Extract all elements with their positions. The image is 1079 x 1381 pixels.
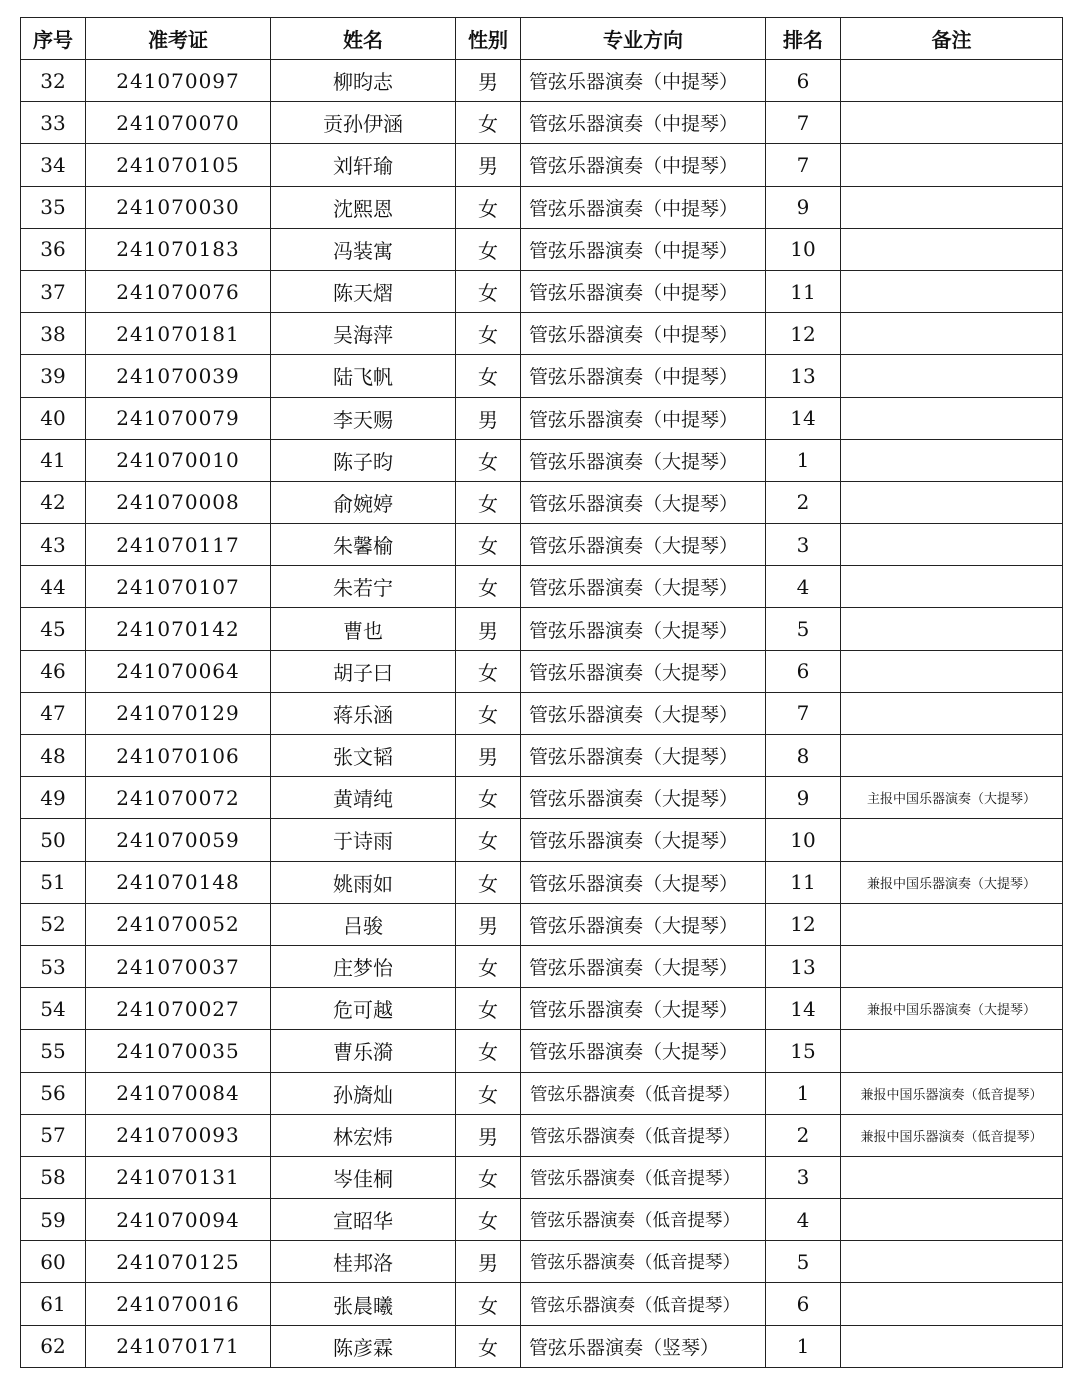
- serial-number-cell: 33: [21, 102, 86, 144]
- table-row: [21, 777, 1063, 819]
- admission-ticket-cell: 241070183: [86, 228, 271, 270]
- rank-cell: 5: [766, 608, 841, 650]
- remark-cell: [841, 355, 1063, 397]
- rank-cell: 1: [766, 1325, 841, 1367]
- table-row: [21, 1030, 1063, 1072]
- remark-cell: [841, 1199, 1063, 1241]
- admission-ticket-cell: 241070037: [86, 945, 271, 987]
- name-cell: 胡子曰: [271, 650, 456, 692]
- major-cell: 管弦乐器演奏（低音提琴）: [521, 1241, 766, 1283]
- gender-cell: 男: [456, 397, 521, 439]
- table-row: [21, 355, 1063, 397]
- admission-ticket-cell: 241070117: [86, 524, 271, 566]
- name-cell: 庄梦怡: [271, 945, 456, 987]
- rank-cell: 7: [766, 102, 841, 144]
- major-cell: 管弦乐器演奏（大提琴）: [521, 819, 766, 861]
- admission-ticket-cell: 241070016: [86, 1283, 271, 1325]
- table-row: [21, 144, 1063, 186]
- table-row: [21, 988, 1063, 1030]
- table-row: [21, 270, 1063, 312]
- gender-cell: 女: [456, 1156, 521, 1198]
- remark-cell: [841, 397, 1063, 439]
- remark-cell: 主报中国乐器演奏（大提琴）: [841, 777, 1063, 819]
- gender-cell: 男: [456, 735, 521, 777]
- remark-cell: [841, 102, 1063, 144]
- serial-number-cell: 56: [21, 1072, 86, 1114]
- serial-number-cell: 62: [21, 1325, 86, 1367]
- table-row: [21, 566, 1063, 608]
- gender-cell: 女: [456, 228, 521, 270]
- admission-ticket-cell: 241070106: [86, 735, 271, 777]
- rank-cell: 9: [766, 186, 841, 228]
- remark-cell: [841, 186, 1063, 228]
- admission-ticket-cell: 241070052: [86, 903, 271, 945]
- rank-cell: 11: [766, 270, 841, 312]
- rank-cell: 12: [766, 903, 841, 945]
- gender-cell: 男: [456, 144, 521, 186]
- serial-number-cell: 36: [21, 228, 86, 270]
- table-row: [21, 819, 1063, 861]
- name-cell: 黄靖纯: [271, 777, 456, 819]
- gender-cell: 女: [456, 439, 521, 481]
- name-cell: 曹乐漪: [271, 1030, 456, 1072]
- admission-ticket-cell: 241070107: [86, 566, 271, 608]
- table-row: [21, 60, 1063, 102]
- major-cell: 管弦乐器演奏（大提琴）: [521, 692, 766, 734]
- remark-cell: [841, 735, 1063, 777]
- admission-ticket-cell: 241070093: [86, 1114, 271, 1156]
- gender-cell: 女: [456, 524, 521, 566]
- remark-cell: [841, 524, 1063, 566]
- serial-number-cell: 43: [21, 524, 86, 566]
- name-cell: 贡孙伊涵: [271, 102, 456, 144]
- remark-cell: [841, 481, 1063, 523]
- major-cell: 管弦乐器演奏（大提琴）: [521, 650, 766, 692]
- table-row: [21, 439, 1063, 481]
- gender-cell: 女: [456, 355, 521, 397]
- serial-number-cell: 40: [21, 397, 86, 439]
- rank-cell: 3: [766, 524, 841, 566]
- remark-cell: [841, 650, 1063, 692]
- rank-cell: 13: [766, 355, 841, 397]
- serial-number-cell: 46: [21, 650, 86, 692]
- major-cell: 管弦乐器演奏（大提琴）: [521, 1030, 766, 1072]
- major-cell: 管弦乐器演奏（大提琴）: [521, 988, 766, 1030]
- table-row: [21, 102, 1063, 144]
- name-cell: 桂邦洛: [271, 1241, 456, 1283]
- gender-cell: 男: [456, 60, 521, 102]
- name-cell: 张晨曦: [271, 1283, 456, 1325]
- rank-cell: 11: [766, 861, 841, 903]
- major-cell: 管弦乐器演奏（大提琴）: [521, 481, 766, 523]
- admission-ticket-cell: 241070094: [86, 1199, 271, 1241]
- remark-cell: 兼报中国乐器演奏（低音提琴）: [841, 1072, 1063, 1114]
- rank-cell: 7: [766, 692, 841, 734]
- gender-cell: 女: [456, 566, 521, 608]
- table-row: [21, 524, 1063, 566]
- admission-ticket-cell: 241070039: [86, 355, 271, 397]
- remark-cell: [841, 1030, 1063, 1072]
- major-cell: 管弦乐器演奏（大提琴）: [521, 566, 766, 608]
- major-cell: 管弦乐器演奏（大提琴）: [521, 735, 766, 777]
- gender-cell: 女: [456, 945, 521, 987]
- table-row: [21, 481, 1063, 523]
- name-cell: 俞婉婷: [271, 481, 456, 523]
- admission-ticket-cell: 241070030: [86, 186, 271, 228]
- name-cell: 蒋乐涵: [271, 692, 456, 734]
- table-row: [21, 1199, 1063, 1241]
- remark-cell: [841, 1241, 1063, 1283]
- name-cell: 朱若宁: [271, 566, 456, 608]
- serial-number-cell: 51: [21, 861, 86, 903]
- rank-cell: 10: [766, 228, 841, 270]
- serial-number-cell: 41: [21, 439, 86, 481]
- serial-number-cell: 35: [21, 186, 86, 228]
- gender-cell: 男: [456, 903, 521, 945]
- remark-cell: [841, 945, 1063, 987]
- table-row: [21, 186, 1063, 228]
- serial-number-cell: 42: [21, 481, 86, 523]
- major-cell: 管弦乐器演奏（大提琴）: [521, 608, 766, 650]
- admission-ticket-cell: 241070027: [86, 988, 271, 1030]
- table-row: [21, 608, 1063, 650]
- major-cell: 管弦乐器演奏（低音提琴）: [521, 1283, 766, 1325]
- rank-cell: 1: [766, 439, 841, 481]
- admission-ticket-cell: 241070010: [86, 439, 271, 481]
- admission-ticket-cell: 241070148: [86, 861, 271, 903]
- name-cell: 吕骏: [271, 903, 456, 945]
- header-major: 专业方向: [521, 18, 766, 60]
- serial-number-cell: 53: [21, 945, 86, 987]
- admission-ticket-cell: 241070076: [86, 270, 271, 312]
- major-cell: 管弦乐器演奏（低音提琴）: [521, 1072, 766, 1114]
- table-row: [21, 228, 1063, 270]
- results-table: [20, 17, 1063, 1368]
- name-cell: 林宏炜: [271, 1114, 456, 1156]
- gender-cell: 女: [456, 1283, 521, 1325]
- header-remark: 备注: [841, 18, 1063, 60]
- serial-number-cell: 60: [21, 1241, 86, 1283]
- rank-cell: 12: [766, 313, 841, 355]
- table-row: [21, 313, 1063, 355]
- header-admission-ticket: 准考证: [86, 18, 271, 60]
- rank-cell: 4: [766, 1199, 841, 1241]
- admission-ticket-cell: 241070105: [86, 144, 271, 186]
- remark-cell: [841, 692, 1063, 734]
- table-body: [21, 60, 1063, 1368]
- admission-ticket-cell: 241070125: [86, 1241, 271, 1283]
- remark-cell: [841, 608, 1063, 650]
- major-cell: 管弦乐器演奏（中提琴）: [521, 228, 766, 270]
- admission-ticket-cell: 241070181: [86, 313, 271, 355]
- remark-cell: [841, 60, 1063, 102]
- rank-cell: 13: [766, 945, 841, 987]
- major-cell: 管弦乐器演奏（中提琴）: [521, 144, 766, 186]
- major-cell: 管弦乐器演奏（大提琴）: [521, 945, 766, 987]
- name-cell: 沈熙恩: [271, 186, 456, 228]
- admission-ticket-cell: 241070142: [86, 608, 271, 650]
- admission-ticket-cell: 241070079: [86, 397, 271, 439]
- major-cell: 管弦乐器演奏（中提琴）: [521, 355, 766, 397]
- serial-number-cell: 59: [21, 1199, 86, 1241]
- serial-number-cell: 39: [21, 355, 86, 397]
- gender-cell: 女: [456, 186, 521, 228]
- rank-cell: 10: [766, 819, 841, 861]
- gender-cell: 女: [456, 819, 521, 861]
- rank-cell: 2: [766, 1114, 841, 1156]
- remark-cell: [841, 270, 1063, 312]
- table-row: [21, 692, 1063, 734]
- name-cell: 危可越: [271, 988, 456, 1030]
- gender-cell: 女: [456, 692, 521, 734]
- major-cell: 管弦乐器演奏（低音提琴）: [521, 1114, 766, 1156]
- gender-cell: 女: [456, 861, 521, 903]
- table-row: [21, 861, 1063, 903]
- rank-cell: 6: [766, 60, 841, 102]
- admission-ticket-cell: 241070131: [86, 1156, 271, 1198]
- remark-cell: [841, 439, 1063, 481]
- remark-cell: 兼报中国乐器演奏（低音提琴）: [841, 1114, 1063, 1156]
- admission-ticket-cell: 241070171: [86, 1325, 271, 1367]
- rank-cell: 7: [766, 144, 841, 186]
- major-cell: 管弦乐器演奏（大提琴）: [521, 439, 766, 481]
- name-cell: 李天赐: [271, 397, 456, 439]
- table-row: [21, 1114, 1063, 1156]
- gender-cell: 女: [456, 1325, 521, 1367]
- major-cell: 管弦乐器演奏（中提琴）: [521, 270, 766, 312]
- rank-cell: 8: [766, 735, 841, 777]
- serial-number-cell: 54: [21, 988, 86, 1030]
- remark-cell: [841, 228, 1063, 270]
- major-cell: 管弦乐器演奏（低音提琴）: [521, 1199, 766, 1241]
- table-row: [21, 1283, 1063, 1325]
- major-cell: 管弦乐器演奏（中提琴）: [521, 186, 766, 228]
- remark-cell: [841, 1156, 1063, 1198]
- remark-cell: [841, 566, 1063, 608]
- rank-cell: 14: [766, 397, 841, 439]
- admission-ticket-cell: 241070035: [86, 1030, 271, 1072]
- serial-number-cell: 61: [21, 1283, 86, 1325]
- major-cell: 管弦乐器演奏（中提琴）: [521, 60, 766, 102]
- major-cell: 管弦乐器演奏（大提琴）: [521, 777, 766, 819]
- rank-cell: 1: [766, 1072, 841, 1114]
- table-row: [21, 650, 1063, 692]
- major-cell: 管弦乐器演奏（大提琴）: [521, 903, 766, 945]
- remark-cell: [841, 1283, 1063, 1325]
- rank-cell: 9: [766, 777, 841, 819]
- remark-cell: [841, 903, 1063, 945]
- major-cell: 管弦乐器演奏（竖琴）: [521, 1325, 766, 1367]
- admission-ticket-cell: 241070084: [86, 1072, 271, 1114]
- serial-number-cell: 45: [21, 608, 86, 650]
- remark-cell: [841, 144, 1063, 186]
- name-cell: 曹也: [271, 608, 456, 650]
- major-cell: 管弦乐器演奏（中提琴）: [521, 102, 766, 144]
- gender-cell: 女: [456, 1030, 521, 1072]
- table-row: [21, 1156, 1063, 1198]
- rank-cell: 5: [766, 1241, 841, 1283]
- gender-cell: 女: [456, 481, 521, 523]
- table-row: [21, 735, 1063, 777]
- name-cell: 陈子昀: [271, 439, 456, 481]
- rank-cell: 3: [766, 1156, 841, 1198]
- name-cell: 吴海萍: [271, 313, 456, 355]
- name-cell: 张文韬: [271, 735, 456, 777]
- gender-cell: 女: [456, 270, 521, 312]
- serial-number-cell: 49: [21, 777, 86, 819]
- major-cell: 管弦乐器演奏（低音提琴）: [521, 1156, 766, 1198]
- name-cell: 冯装寓: [271, 228, 456, 270]
- gender-cell: 女: [456, 313, 521, 355]
- major-cell: 管弦乐器演奏（中提琴）: [521, 397, 766, 439]
- rank-cell: 2: [766, 481, 841, 523]
- name-cell: 宣昭华: [271, 1199, 456, 1241]
- serial-number-cell: 34: [21, 144, 86, 186]
- serial-number-cell: 47: [21, 692, 86, 734]
- name-cell: 柳昀志: [271, 60, 456, 102]
- admission-ticket-cell: 241070059: [86, 819, 271, 861]
- gender-cell: 女: [456, 1199, 521, 1241]
- name-cell: 陈彦霖: [271, 1325, 456, 1367]
- header-serial-number: 序号: [21, 18, 86, 60]
- admission-ticket-cell: 241070064: [86, 650, 271, 692]
- table-row: [21, 1241, 1063, 1283]
- table-row: [21, 397, 1063, 439]
- major-cell: 管弦乐器演奏（中提琴）: [521, 313, 766, 355]
- gender-cell: 女: [456, 650, 521, 692]
- remark-cell: [841, 313, 1063, 355]
- admission-ticket-cell: 241070008: [86, 481, 271, 523]
- serial-number-cell: 57: [21, 1114, 86, 1156]
- header-gender: 性别: [456, 18, 521, 60]
- rank-cell: 14: [766, 988, 841, 1030]
- serial-number-cell: 32: [21, 60, 86, 102]
- name-cell: 岑佳桐: [271, 1156, 456, 1198]
- name-cell: 于诗雨: [271, 819, 456, 861]
- remark-cell: [841, 1325, 1063, 1367]
- gender-cell: 男: [456, 608, 521, 650]
- admission-ticket-cell: 241070129: [86, 692, 271, 734]
- admission-ticket-cell: 241070097: [86, 60, 271, 102]
- table-row: [21, 1325, 1063, 1367]
- header-rank: 排名: [766, 18, 841, 60]
- rank-cell: 15: [766, 1030, 841, 1072]
- remark-cell: [841, 819, 1063, 861]
- rank-cell: 6: [766, 650, 841, 692]
- serial-number-cell: 55: [21, 1030, 86, 1072]
- name-cell: 孙旖灿: [271, 1072, 456, 1114]
- table-row: [21, 1072, 1063, 1114]
- table-row: [21, 903, 1063, 945]
- gender-cell: 女: [456, 777, 521, 819]
- name-cell: 刘轩瑜: [271, 144, 456, 186]
- major-cell: 管弦乐器演奏（大提琴）: [521, 861, 766, 903]
- serial-number-cell: 50: [21, 819, 86, 861]
- serial-number-cell: 38: [21, 313, 86, 355]
- name-cell: 陆飞帆: [271, 355, 456, 397]
- gender-cell: 男: [456, 1241, 521, 1283]
- name-cell: 朱馨榆: [271, 524, 456, 566]
- gender-cell: 女: [456, 988, 521, 1030]
- remark-cell: 兼报中国乐器演奏（大提琴）: [841, 861, 1063, 903]
- table-row: [21, 945, 1063, 987]
- table-header: [21, 18, 1063, 60]
- gender-cell: 女: [456, 1072, 521, 1114]
- serial-number-cell: 48: [21, 735, 86, 777]
- admission-ticket-cell: 241070072: [86, 777, 271, 819]
- serial-number-cell: 58: [21, 1156, 86, 1198]
- admission-ticket-cell: 241070070: [86, 102, 271, 144]
- name-cell: 姚雨如: [271, 861, 456, 903]
- serial-number-cell: 44: [21, 566, 86, 608]
- gender-cell: 女: [456, 102, 521, 144]
- remark-cell: 兼报中国乐器演奏（大提琴）: [841, 988, 1063, 1030]
- major-cell: 管弦乐器演奏（大提琴）: [521, 524, 766, 566]
- name-cell: 陈天熠: [271, 270, 456, 312]
- serial-number-cell: 37: [21, 270, 86, 312]
- gender-cell: 男: [456, 1114, 521, 1156]
- header-name: 姓名: [271, 18, 456, 60]
- serial-number-cell: 52: [21, 903, 86, 945]
- rank-cell: 6: [766, 1283, 841, 1325]
- rank-cell: 4: [766, 566, 841, 608]
